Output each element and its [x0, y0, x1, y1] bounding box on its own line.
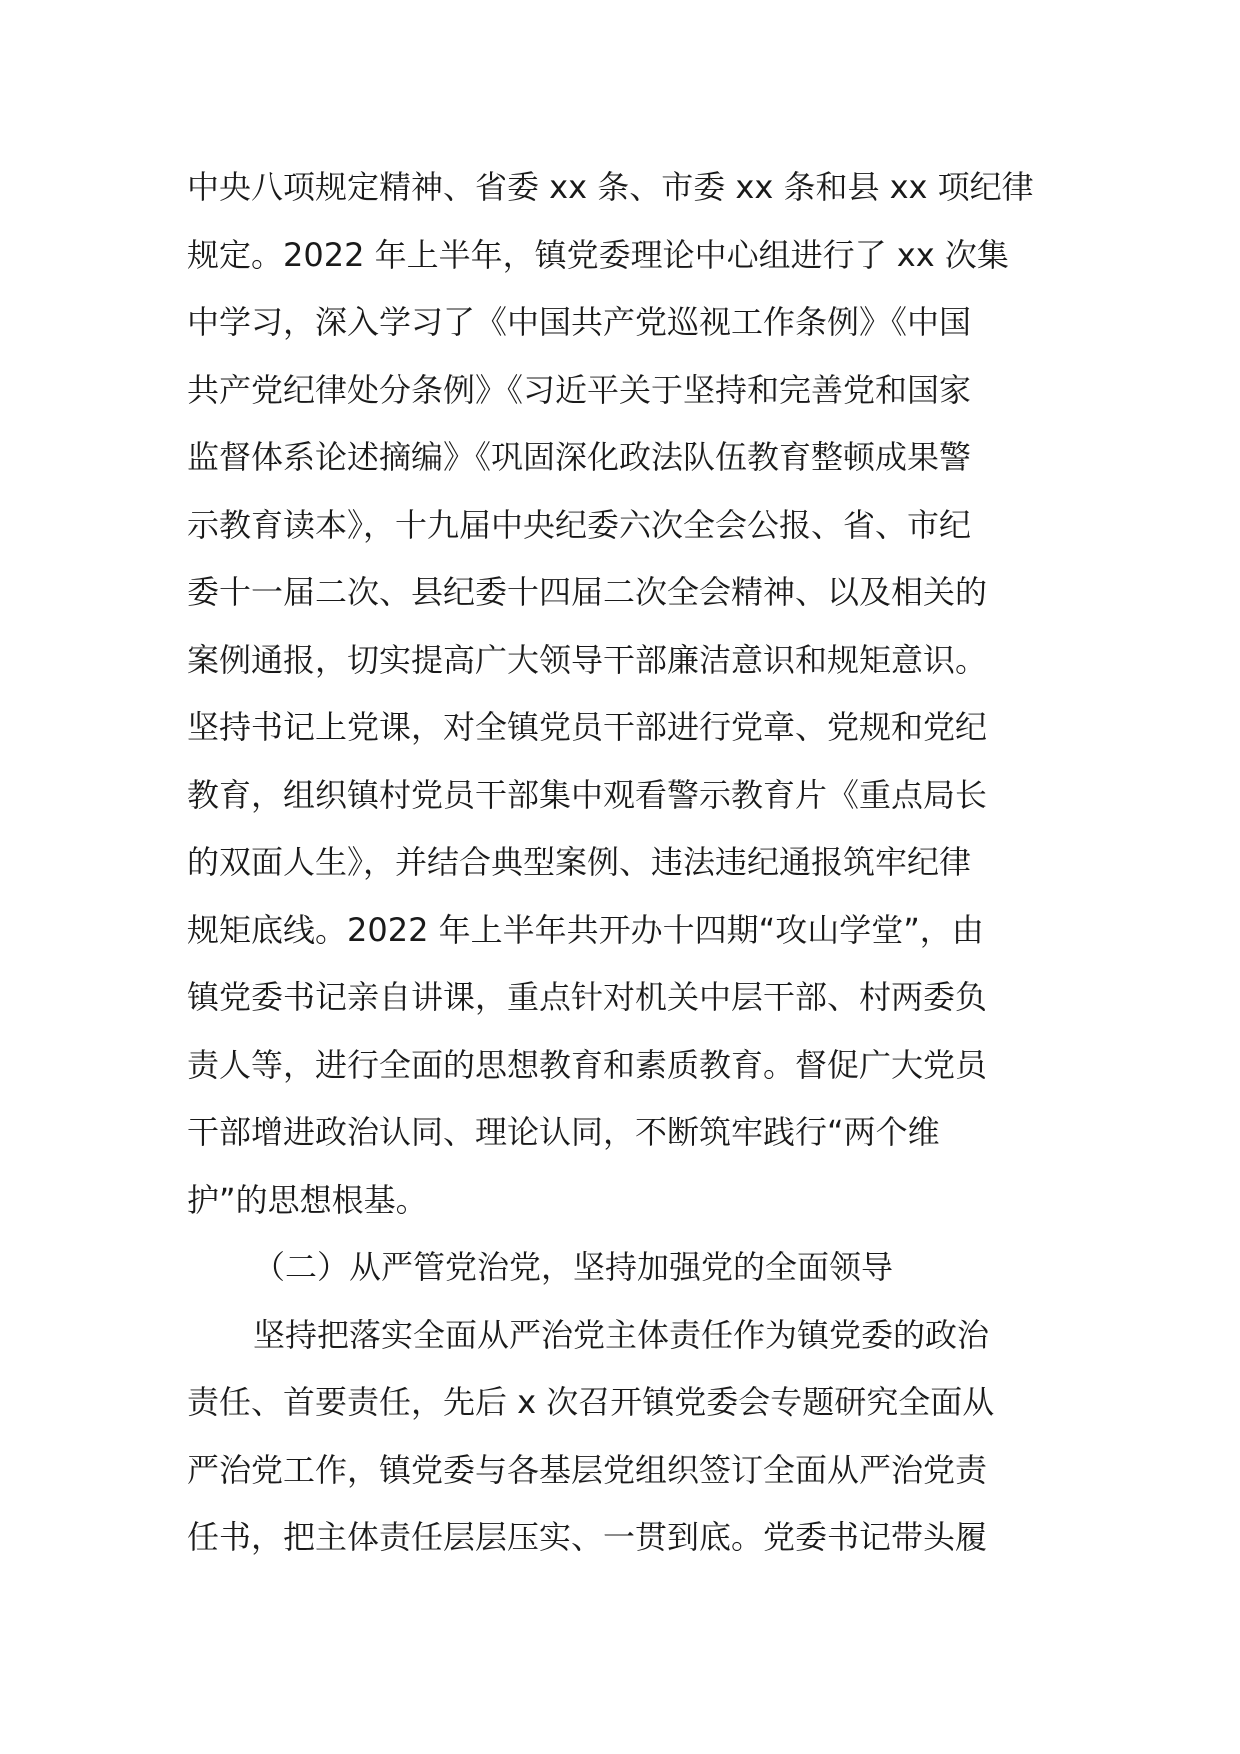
- text-line: 的双面人生》，并结合典型案例、违法违纪通报筑牢纪律: [187, 843, 972, 881]
- text-line: 中央八项规定精神、省委 xx 条、市委 xx 条和县 xx 项纪律: [187, 168, 1034, 206]
- text-line: 责任、首要责任，先后 x 次召开镇党委会专题研究全面从: [187, 1383, 995, 1421]
- text-line: 监督体系论述摘编》《巩固深化政法队伍教育整顿成果警: [187, 438, 972, 476]
- text-line: 共产党纪律处分条例》《习近平关于坚持和完善党和国家: [187, 370, 972, 409]
- text-line: 护”的思想根基。: [187, 1180, 428, 1219]
- text-line: 委十一届二次、县纪委十四届二次全会精神、以及相关的: [187, 573, 988, 611]
- text-line: 镇党委书记亲自讲课，重点针对机关中层干部、村两委负: [187, 978, 988, 1016]
- text-line: 责人等，进行全面的思想教育和素质教育。督促广大党员: [187, 1045, 988, 1084]
- text-line: 坚持书记上党课，对全镇党员干部进行党章、党规和党纪: [187, 708, 988, 746]
- text-line: 案例通报，切实提高广大领导干部廉洁意识和规矩意识。: [187, 640, 988, 679]
- body-text: [187, 154, 1057, 1572]
- text-line: 中学习，深入学习了《中国共产党巡视工作条例》《中国: [187, 303, 972, 341]
- text-line: 规矩底线。2022 年上半年共开办十四期“攻山学堂”，由: [187, 910, 984, 949]
- paragraph-first-line: 坚持把落实全面从严治党主体责任作为镇党委的政治: [253, 1315, 990, 1354]
- text-line: 严治党工作，镇党委与各基层党组织签订全面从严治党责: [187, 1450, 988, 1489]
- text-line: 干部增进政治认同、理论认同，不断筑牢践行“两个维: [187, 1113, 940, 1151]
- text-line: 任书，把主体责任层层压实、一贯到底。党委书记带头履: [187, 1518, 988, 1556]
- text-line: 示教育读本》，十九届中央纪委六次全会公报、省、市纪: [187, 505, 972, 544]
- text-line: 规定。2022 年上半年，镇党委理论中心组进行了 xx 次集: [187, 235, 1009, 274]
- section-heading: （二）从严管党治党，坚持加强党的全面领导: [253, 1248, 894, 1286]
- text-line: 教育，组织镇村党员干部集中观看警示教育片《重点局长: [187, 775, 988, 814]
